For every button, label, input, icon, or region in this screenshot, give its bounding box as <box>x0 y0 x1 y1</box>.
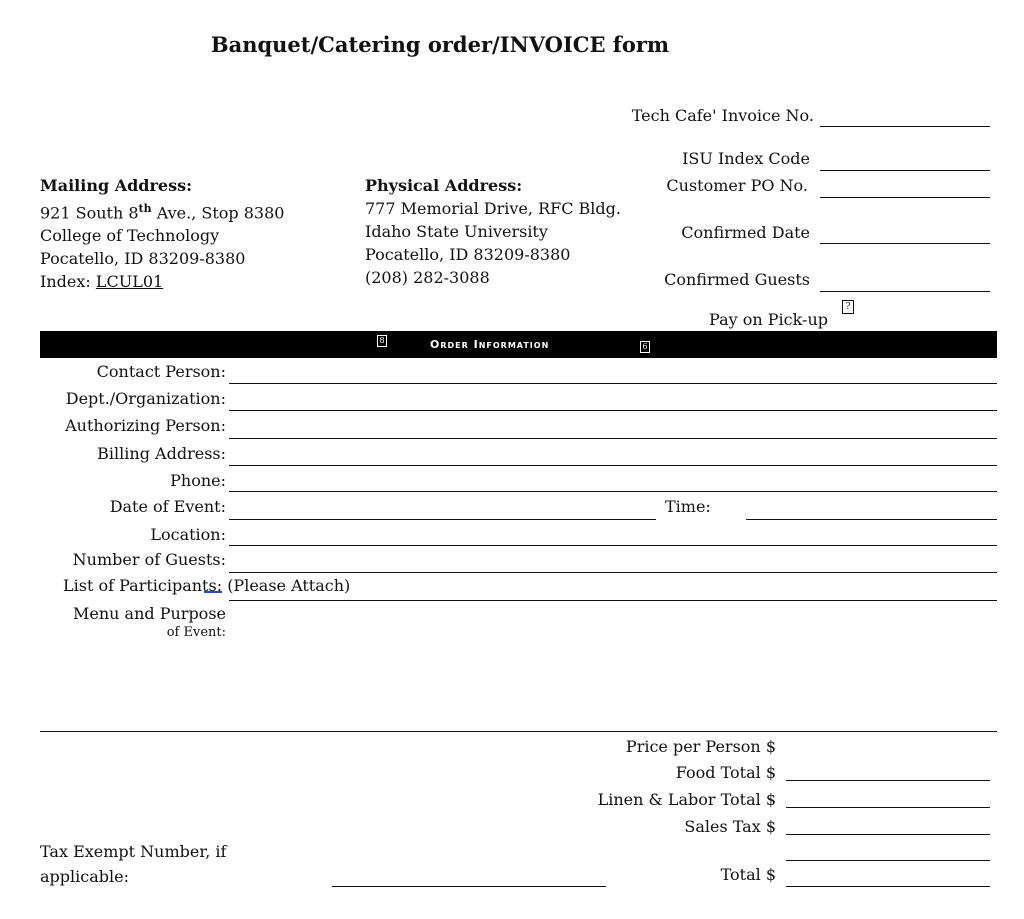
po-no-label: Customer PO No. <box>666 176 808 195</box>
subtotal-field[interactable] <box>786 860 990 861</box>
confirmed-date-label: Confirmed Date <box>681 223 810 242</box>
index-code-field[interactable] <box>820 170 990 171</box>
price-per-person-label: Price per Person $ <box>625 737 776 756</box>
phone-field[interactable] <box>229 491 997 492</box>
po-no-field[interactable] <box>820 197 990 198</box>
list-of-participants-label: List of Participants: <box>63 576 223 595</box>
sales-tax-label: Sales Tax $ <box>684 817 776 836</box>
invoice-no-label: Tech Cafe' Invoice No. <box>631 106 814 125</box>
food-total-field[interactable] <box>786 780 990 781</box>
contact-person-field[interactable] <box>229 383 997 384</box>
menu-purpose-line1: Menu and Purpose <box>73 604 226 623</box>
mailing-line3: Pocatello, ID 83209-8380 <box>40 249 246 269</box>
linen-labor-field[interactable] <box>786 807 990 808</box>
physical-line3: Pocatello, ID 83209-8380 <box>365 245 571 264</box>
total-label: Total $ <box>720 865 776 884</box>
list-of-participants-row <box>63 576 350 595</box>
contact-person-label: Contact Person: <box>96 362 226 381</box>
confirmed-guests-label: Confirmed Guests <box>664 270 810 289</box>
mailing-heading: Mailing Address: <box>40 176 193 195</box>
sales-tax-field[interactable] <box>786 834 990 835</box>
invoice-no-field[interactable] <box>820 126 990 127</box>
please-attach-note: (Please Attach) <box>227 576 351 595</box>
phone-label: Phone: <box>170 471 226 490</box>
menu-purpose-field[interactable] <box>229 610 997 725</box>
pay-on-pickup-label: Pay on Pick-up <box>709 310 828 329</box>
list-of-participants-field[interactable] <box>229 600 997 601</box>
time-field[interactable] <box>746 519 997 520</box>
tax-exempt-label <box>40 839 226 889</box>
authorizing-person-label: Authorizing Person: <box>65 416 226 435</box>
form-title: Banquet/Catering order/INVOICE form <box>210 32 670 57</box>
physical-line1: 777 Memorial Drive, RFC Bldg. <box>365 199 621 218</box>
mailing-address <box>40 174 340 293</box>
billing-address-label: Billing Address: <box>97 444 226 463</box>
date-of-event-field[interactable] <box>229 519 656 520</box>
authorizing-person-field[interactable] <box>229 438 997 439</box>
bar-mark-right: 6 <box>640 341 650 353</box>
date-of-event-label: Date of Event: <box>109 497 226 516</box>
section-divider <box>40 731 997 732</box>
pay-on-pickup-checkbox[interactable]: ? <box>842 300 854 314</box>
tax-exempt-line2: applicable: <box>40 867 129 886</box>
index-code-label: ISU Index Code <box>682 149 810 168</box>
number-of-guests-field[interactable] <box>229 572 997 573</box>
confirmed-date-field[interactable] <box>820 243 990 244</box>
physical-phone: (208) 282-3088 <box>365 268 490 287</box>
physical-address <box>365 174 645 289</box>
physical-heading: Physical Address: <box>365 176 523 195</box>
location-field[interactable] <box>229 545 997 546</box>
spellcheck-mark <box>204 591 222 593</box>
linen-labor-label: Linen & Labor Total $ <box>597 790 776 809</box>
time-label: Time: <box>665 497 711 516</box>
dept-org-label: Dept./Organization: <box>65 389 226 408</box>
tax-exempt-line1: Tax Exempt Number, if <box>40 842 227 861</box>
dept-org-field[interactable] <box>229 410 997 411</box>
billing-address-field[interactable] <box>229 465 997 466</box>
order-information-bar <box>40 331 997 358</box>
number-of-guests-label: Number of Guests: <box>72 550 226 569</box>
tax-exempt-field[interactable] <box>332 886 606 887</box>
total-field[interactable] <box>786 886 990 887</box>
location-label: Location: <box>150 525 226 544</box>
physical-line2: Idaho State University <box>365 222 548 241</box>
confirmed-guests-field[interactable] <box>820 291 990 292</box>
mailing-line1: 921 South 8th Ave., Stop 8380 <box>40 202 285 223</box>
index-value: LCUL01 <box>95 272 164 292</box>
food-total-label: Food Total $ <box>675 763 776 782</box>
mailing-index: Index: LCUL01 <box>40 272 164 292</box>
menu-purpose-label <box>73 604 226 642</box>
menu-purpose-line2: of Event: <box>166 625 226 640</box>
order-information-title: Order Information <box>430 338 550 351</box>
mailing-line2: College of Technology <box>40 226 220 246</box>
bar-mark-left: 8 <box>377 335 387 347</box>
